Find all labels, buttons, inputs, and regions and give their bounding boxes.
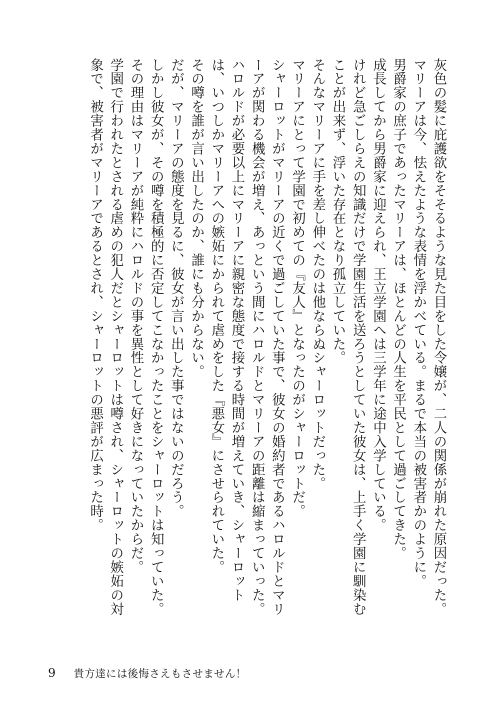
paragraph: しかし彼女が、その噂を積極的に否定してこなかったことをシャーロットは知っていた。 — [148, 58, 164, 616]
paragraph: 成長してから男爵家に迎えられ、王立学園へは三学年に途中入学している。 — [370, 58, 386, 533]
paragraph: 学園で行われたとされる虐めの犯人だとシャーロットは噂され、シャーロットの嫉妬の対象で、被害者がマリーアであるとされ、シャーロットの悪評が広まった時。 — [87, 58, 123, 616]
page-footer — [48, 666, 246, 681]
paragraph: マリーアは今、怯えたような表情を浮かべている。まるで本当の被害者かのように。 — [410, 58, 426, 589]
paragraph: マリーアにとって学園で初めての『友人』となったのがシャーロットだ。 — [289, 58, 305, 519]
paragraph: だが、マリーアの態度を見るに、彼女が言い出した事ではないのだろう。 — [168, 58, 184, 519]
paragraph: そんなマリーアに手を差し伸べたのは他ならぬシャーロットだった。 — [309, 58, 325, 491]
body-text — [48, 58, 448, 618]
paragraph: ハロルドが必要以上にマリーアに親密な態度で接する時間が増えていき、シャーロットは、いつしかマリーアへの嫉妬にかられて虐めをした『悪女』にさせられていた。 — [208, 58, 244, 603]
paragraph: その理由はマリーアが純粋にハロルドの事を異性として好きになっていたからだ。 — [127, 58, 143, 575]
paragraph: 男爵家の庶子であったマリーアは、ほとんどの人生を平民として過ごしてきた。 — [390, 58, 406, 561]
paragraph: シャーロットがマリーアの近くで過ごしていた事で、彼女の婚約者であるハロルドとマリーアが関わる機会が増え、あっという間にハロルドとマリーアの距離は縮まっていった。 — [249, 58, 285, 616]
running-title: 貴方達には後悔さえもさせません！ — [73, 668, 247, 680]
page-number: 9 — [48, 666, 56, 680]
paragraph: 灰色の髪に庇護欲をそそるような見た目をした令嬢が、二人の関係が崩れた原因だった。 — [431, 58, 446, 616]
paragraph: その噂を誰が言い出したのか、誰にも分からない。 — [188, 58, 204, 379]
paragraph: けれど急ごしらえの知識だけで学園生活を送ろうとしていた彼女は、上手く学園に馴染むことが出来ず、浮いた存在となり孤立していた。 — [329, 58, 366, 616]
